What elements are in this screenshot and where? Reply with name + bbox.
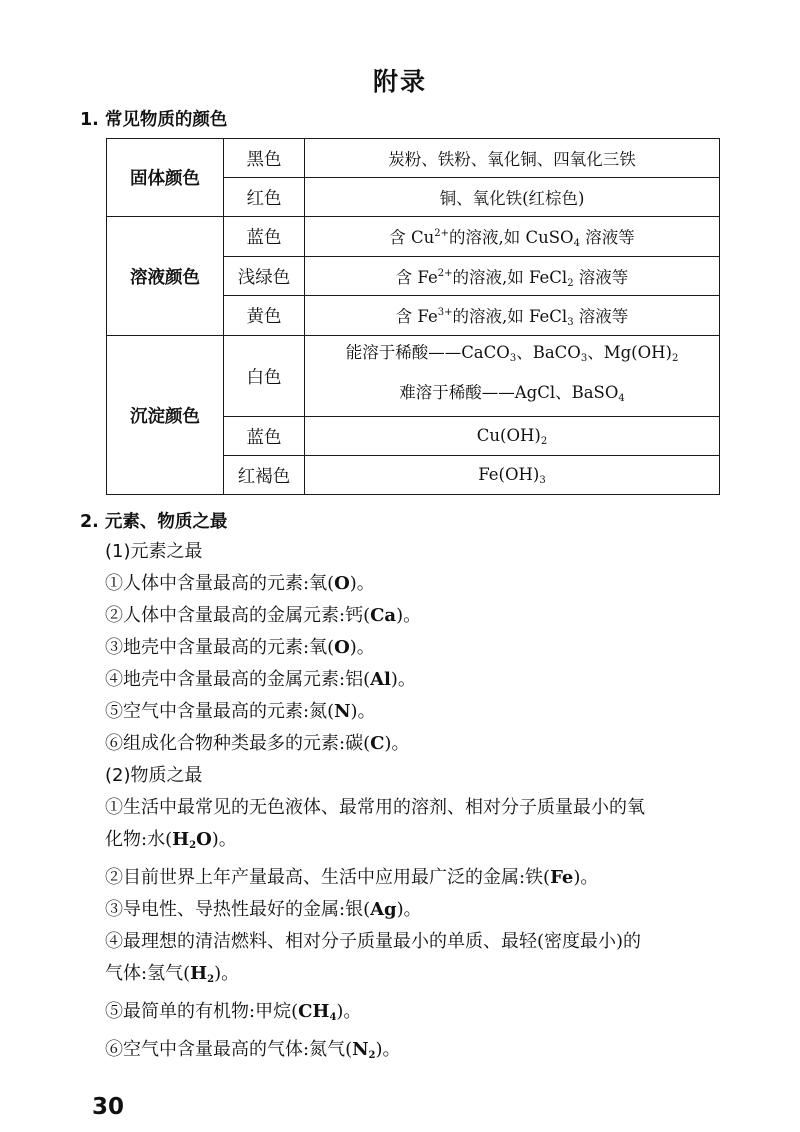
color-cell: 浅绿色: [224, 257, 305, 296]
list-item: ①生活中最常见的无色液体、最常用的溶剂、相对分子质量最小的氧 化物:水$(H_2O)$。: [105, 797, 645, 851]
category-solution: 溶液颜色: [107, 217, 224, 336]
list-item: ⑥空气中含量最高的气体:氮气$(N_2)$。: [105, 1039, 401, 1061]
color-table: [106, 138, 720, 495]
description-cell: $Fe(OH)_3$: [305, 456, 720, 495]
subsection-heading-elements: (1)元素之最: [105, 541, 203, 562]
section-heading-colors: 1. 常见物质的颜色: [80, 110, 228, 130]
list-item: ③导电性、导热性最好的金属:银(Ag)。: [105, 899, 422, 920]
description-cell: 含 $Fe^{3+}$的溶液,如 FeCl$_3$ 溶液等: [305, 296, 720, 336]
list-item: ①人体中含量最高的元素:氧(O)。: [105, 573, 375, 594]
color-cell: 黑色: [224, 139, 305, 178]
color-cell: 蓝色: [224, 417, 305, 456]
list-item: ④地壳中含量最高的金属元素:铝(Al)。: [105, 669, 416, 690]
description-cell: 铜、氧化铁(红棕色): [305, 178, 720, 217]
category-precipitate: 沉淀颜色: [107, 336, 224, 495]
description-cell: 炭粉、铁粉、氧化铜、四氧化三铁: [305, 139, 720, 178]
soluble-line: 能溶于稀酸——CaCO$_3$、BaCO$_3$、$Mg(OH)_2$: [345, 343, 679, 364]
description-cell: $Cu(OH)_2$: [305, 417, 720, 456]
category-solid: 固体颜色: [107, 139, 224, 217]
list-item: ②目前世界上年产量最高、生活中应用最广泛的金属:铁(Fe)。: [105, 867, 599, 888]
insoluble-line: 难溶于稀酸——AgCl、BaSO$_4$: [399, 383, 625, 404]
list-item: ⑤空气中含量最高的元素:氮(N)。: [105, 701, 376, 722]
subsection-heading-substances: (2)物质之最: [105, 765, 203, 786]
table-row: [107, 336, 720, 417]
color-cell: 红色: [224, 178, 305, 217]
superlatives-body: [105, 536, 725, 1072]
list-item: ⑤最简单的有机物:甲烷$(CH_4)$。: [105, 1001, 362, 1023]
list-item: ③地壳中含量最高的元素:氧(O)。: [105, 637, 375, 658]
page-title: 附录: [372, 67, 427, 96]
color-cell: 红褐色: [224, 456, 305, 495]
table-row: [107, 139, 720, 178]
description-cell: 含 $Cu^{2+}$的溶液,如 CuSO$_4$ 溶液等: [305, 217, 720, 257]
description-cell: [305, 336, 720, 417]
description-cell: 含 $Fe^{2+}$的溶液,如 FeCl$_2$ 溶液等: [305, 257, 720, 296]
color-cell: 白色: [224, 336, 305, 417]
color-cell: 黄色: [224, 296, 305, 336]
table-row: [107, 217, 720, 257]
section-heading-superlatives: 2. 元素、物质之最: [80, 512, 228, 532]
list-item: ④最理想的清洁燃料、相对分子质量最小的单质、最轻(密度最小)的 气体:氢气$(H_2)$。: [105, 931, 642, 985]
list-item: ⑥组成化合物种类最多的元素:碳(C)。: [105, 733, 410, 754]
color-cell: 蓝色: [224, 217, 305, 257]
page-number: 30: [92, 1094, 125, 1120]
list-item: ②人体中含量最高的金属元素:钙(Ca)。: [105, 605, 422, 626]
